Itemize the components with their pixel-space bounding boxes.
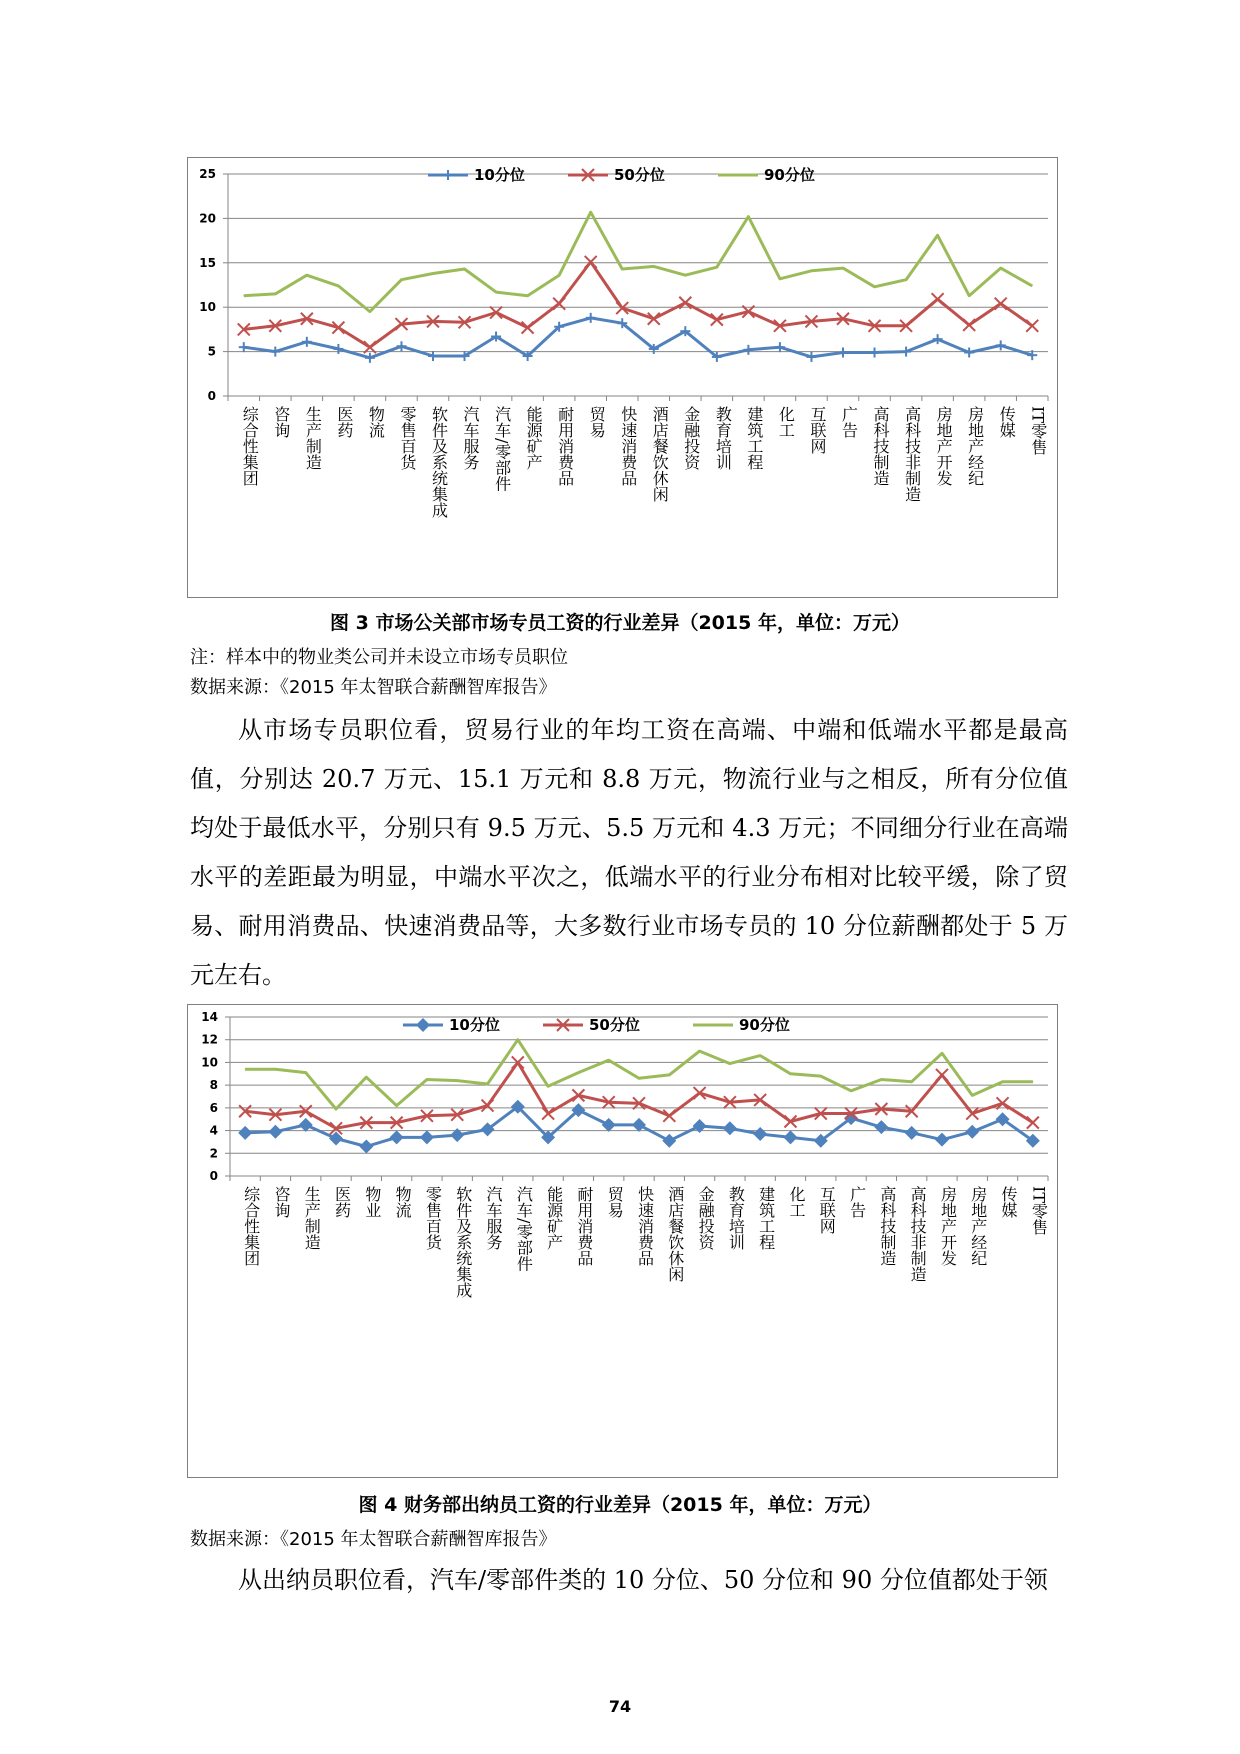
- legend-label: 90分位: [739, 1016, 790, 1034]
- x-category-label: 耐用消费品: [574, 1186, 594, 1266]
- data-point: [305, 1072, 306, 1073]
- x-category-label: 医药: [332, 1186, 352, 1218]
- x-category-label: 房地产经纪: [965, 406, 985, 486]
- x-category-label: 广告: [839, 406, 859, 438]
- y-tick-label: 4: [209, 1123, 218, 1138]
- x-category-label: IT零售: [1028, 406, 1048, 455]
- x-category-label: 高科技制造: [871, 406, 891, 486]
- data-point: [851, 1090, 852, 1091]
- data-point: [401, 279, 402, 280]
- data-point: [843, 268, 844, 269]
- data-point: [743, 345, 753, 355]
- y-tick-label: 20: [199, 211, 216, 226]
- y-tick-label: 0: [207, 389, 216, 403]
- data-point: [464, 269, 465, 270]
- legend-item-1: [568, 166, 665, 184]
- data-point: [396, 1105, 397, 1106]
- x-category-label: 酒店餐饮休闲: [650, 406, 670, 502]
- data-point: [365, 353, 375, 363]
- data-point: [632, 1118, 646, 1132]
- data-point: [937, 235, 938, 236]
- legend-label: 10分位: [474, 166, 525, 184]
- data-point: [723, 1121, 737, 1135]
- x-category-label: 汽车服务: [484, 1186, 504, 1250]
- legend-label: 90分位: [764, 166, 815, 184]
- data-point: [527, 295, 528, 296]
- data-point: [243, 295, 244, 296]
- body-paragraph-2: [190, 1556, 1068, 1605]
- data-point: [806, 352, 816, 362]
- data-point: [936, 1069, 948, 1081]
- x-category-label: 高科技非制造: [908, 1186, 928, 1282]
- data-point: [390, 1130, 404, 1144]
- figure-4-caption: 图 4 财务部出纳员工资的行业差异（2015 年，单位：万元）: [358, 1494, 882, 1516]
- y-tick-label: 6: [209, 1100, 218, 1115]
- data-point: [336, 1108, 337, 1109]
- data-point: [622, 269, 623, 270]
- data-point: [753, 1127, 767, 1141]
- data-point: [1032, 285, 1033, 286]
- legend-item-0: [403, 1016, 500, 1034]
- x-category-label: 汽车服务: [461, 406, 481, 470]
- x-category-label: 房地产开发: [934, 406, 954, 486]
- data-point: [964, 347, 974, 357]
- data-point: [838, 347, 848, 357]
- x-category-label: 互联网: [817, 1186, 837, 1234]
- data-point: [663, 1110, 675, 1122]
- x-category-label: 咨询: [271, 406, 291, 438]
- data-point: [716, 267, 717, 268]
- data-point: [559, 275, 560, 276]
- page-number: 74: [608, 1697, 632, 1716]
- data-point: [359, 1139, 373, 1153]
- data-point: [760, 1055, 761, 1056]
- x-category-label: 能源矿产: [524, 406, 544, 470]
- data-point: [933, 334, 943, 344]
- y-tick-label: 10: [201, 1055, 218, 1070]
- data-point: [775, 342, 785, 352]
- data-point: [729, 1063, 730, 1064]
- data-point: [662, 1134, 676, 1148]
- data-point: [433, 273, 434, 274]
- data-point: [1000, 268, 1001, 269]
- x-category-label: 化工: [776, 406, 796, 438]
- data-point: [901, 347, 911, 357]
- x-category-label: 综合性集团: [241, 1186, 261, 1266]
- data-point: [602, 1118, 616, 1132]
- data-point: [245, 1069, 246, 1070]
- data-point: [790, 1073, 791, 1074]
- data-point: [874, 286, 875, 287]
- data-point: [779, 278, 780, 279]
- data-point: [270, 347, 280, 357]
- x-category-label: 广告: [847, 1186, 867, 1218]
- x-category-label: 贸易: [605, 1186, 625, 1218]
- y-tick-label: 25: [199, 167, 216, 181]
- x-category-label: 耐用消费品: [555, 406, 575, 486]
- x-category-label: 汽车/零部件: [514, 1186, 534, 1272]
- figure-3-caption: 图 3 市场公关部市场专员工资的行业差异（2015 年，单位：万元）: [330, 612, 910, 634]
- data-point: [578, 1072, 579, 1073]
- y-tick-label: 0: [209, 1169, 218, 1183]
- x-category-label: 物流: [393, 1186, 413, 1218]
- x-category-label: 生产制造: [303, 406, 323, 470]
- data-point: [941, 1053, 942, 1054]
- x-category-label: 传媒: [999, 1186, 1019, 1218]
- data-point: [972, 1095, 973, 1096]
- data-point: [275, 293, 276, 294]
- legend-label: 50分位: [614, 166, 665, 184]
- data-point: [669, 1074, 670, 1075]
- x-category-label: 贸易: [587, 406, 607, 438]
- x-category-label: 建筑工程: [756, 1186, 776, 1250]
- data-point: [396, 341, 406, 351]
- x-category-label: 高科技制造: [877, 1186, 897, 1266]
- data-point: [932, 293, 944, 305]
- x-category-label: 酒店餐饮休闲: [665, 1186, 685, 1282]
- chart-4-svg: [188, 1005, 1057, 1477]
- series-line-2: [245, 1040, 1033, 1109]
- data-point: [238, 1126, 252, 1140]
- data-point: [487, 1084, 488, 1085]
- y-tick-label: 8: [209, 1078, 218, 1093]
- data-point: [239, 342, 249, 352]
- x-category-label: IT零售: [1029, 1186, 1049, 1235]
- legend-label: 10分位: [449, 1016, 500, 1034]
- legend-item-2: [718, 166, 815, 184]
- data-point: [995, 298, 1007, 310]
- data-point: [874, 1120, 888, 1134]
- data-point: [748, 216, 749, 217]
- data-point: [639, 1078, 640, 1079]
- data-point: [366, 1077, 367, 1078]
- data-point: [653, 266, 654, 267]
- legend-label: 50分位: [589, 1016, 640, 1034]
- x-category-label: 金融投资: [696, 1186, 716, 1250]
- legend-item-2: [693, 1016, 790, 1034]
- figure-3-source: 数据来源：《2015 年太智联合薪酬智库报告》: [190, 677, 557, 698]
- x-category-label: 金融投资: [681, 406, 701, 470]
- data-point: [1032, 1081, 1033, 1082]
- data-point: [302, 337, 312, 347]
- data-point: [811, 270, 812, 271]
- body-paragraph-1: [190, 706, 1068, 1000]
- chart-figure-3: [187, 157, 1058, 598]
- data-point: [338, 285, 339, 286]
- x-category-label: 互联网: [807, 406, 827, 454]
- x-category-label: 快速消费品: [618, 406, 638, 486]
- data-point: [906, 279, 907, 280]
- y-tick-label: 14: [201, 1010, 218, 1024]
- data-point: [306, 275, 307, 276]
- data-point: [268, 1125, 282, 1139]
- x-category-label: 高科技非制造: [902, 406, 922, 502]
- x-category-label: 医药: [334, 406, 354, 438]
- data-point: [420, 1130, 434, 1144]
- x-category-label: 教育培训: [726, 1186, 746, 1250]
- y-tick-label: 15: [199, 255, 216, 270]
- data-point: [548, 1086, 549, 1087]
- x-category-label: 生产制造: [302, 1186, 322, 1250]
- data-point: [699, 1051, 700, 1052]
- data-point: [911, 1081, 912, 1082]
- data-point: [333, 344, 343, 354]
- x-category-label: 物流: [366, 406, 386, 438]
- data-point: [820, 1076, 821, 1077]
- data-point: [963, 319, 975, 331]
- data-point: [1002, 1081, 1003, 1082]
- data-point: [969, 295, 970, 296]
- x-category-label: 能源矿产: [544, 1186, 564, 1250]
- x-category-label: 软件及系统集成: [453, 1186, 473, 1298]
- figure-3-note: 注：样本中的物业类公司并未设立市场专员职位: [190, 647, 568, 668]
- data-point: [522, 322, 534, 334]
- data-point: [935, 1133, 949, 1147]
- data-point: [586, 313, 596, 323]
- y-tick-label: 5: [207, 344, 216, 359]
- data-point: [685, 275, 686, 276]
- x-category-label: 零售百货: [423, 1186, 443, 1250]
- legend-item-0: [428, 166, 525, 184]
- paragraph-1-text: 从市场专员职位看，贸易行业的年均工资在高端、中端和低端水平都是最高值，分别达 20.7 万元、15.1 万元和 8.8 万元，物流行业与之相反，所有分位值均处于最低水平，分别只有 9.5 万元、5.5 万元和 4.3 万元；不同细分行业在高端水平的差距最为明显，中端水平次之，低端水平的行业分布相对比较平缓，除了贸易、耐用消费品、快速消费品等，大多数行业市场专员的 10 分位薪酬都处于 5 万元左右。: [190, 716, 1068, 989]
- x-category-label: 物业: [362, 1186, 382, 1218]
- x-category-label: 零售百货: [397, 406, 417, 470]
- data-point: [590, 212, 591, 213]
- x-category-label: 咨询: [271, 1186, 291, 1218]
- x-category-label: 房地产经纪: [968, 1186, 988, 1266]
- x-category-label: 快速消费品: [635, 1186, 655, 1266]
- x-category-label: 房地产开发: [938, 1186, 958, 1266]
- data-point: [585, 256, 597, 268]
- figure-4-source: 数据来源：《2015 年太智联合薪酬智库报告》: [190, 1529, 557, 1550]
- paragraph-2-text: 从出纳员职位看，汽车/零部件类的 10 分位、50 分位和 90 分位值都处于领: [238, 1566, 1048, 1594]
- x-category-label: 传媒: [997, 406, 1017, 438]
- data-point: [275, 1069, 276, 1070]
- data-point: [426, 1079, 427, 1080]
- data-point: [517, 1039, 518, 1040]
- data-point: [369, 311, 370, 312]
- data-point: [881, 1079, 882, 1080]
- x-category-label: 教育培训: [713, 406, 733, 470]
- data-point: [496, 292, 497, 293]
- x-category-label: 综合性集团: [240, 406, 260, 486]
- data-point: [299, 1118, 313, 1132]
- data-point: [553, 298, 565, 310]
- data-point: [542, 1108, 554, 1120]
- x-category-label: 建筑工程: [744, 406, 764, 470]
- chart-3-svg: [188, 158, 1057, 597]
- data-point: [870, 347, 880, 357]
- series-line-2: [244, 212, 1032, 311]
- x-category-label: 汽车/零部件: [492, 406, 512, 492]
- y-tick-label: 2: [209, 1146, 218, 1161]
- legend-item-1: [543, 1016, 640, 1034]
- data-point: [1027, 1117, 1039, 1129]
- data-point: [608, 1060, 609, 1061]
- y-tick-label: 10: [199, 300, 216, 315]
- data-point: [905, 1126, 919, 1140]
- data-point: [996, 340, 1006, 350]
- data-point: [965, 1125, 979, 1139]
- data-point: [1026, 320, 1038, 332]
- x-category-label: 软件及系统集成: [429, 406, 449, 518]
- x-category-label: 化工: [786, 1186, 806, 1218]
- y-tick-label: 12: [201, 1032, 218, 1047]
- data-point: [457, 1080, 458, 1081]
- chart-figure-4: [187, 1004, 1058, 1478]
- data-point: [428, 351, 438, 361]
- data-point: [783, 1130, 797, 1144]
